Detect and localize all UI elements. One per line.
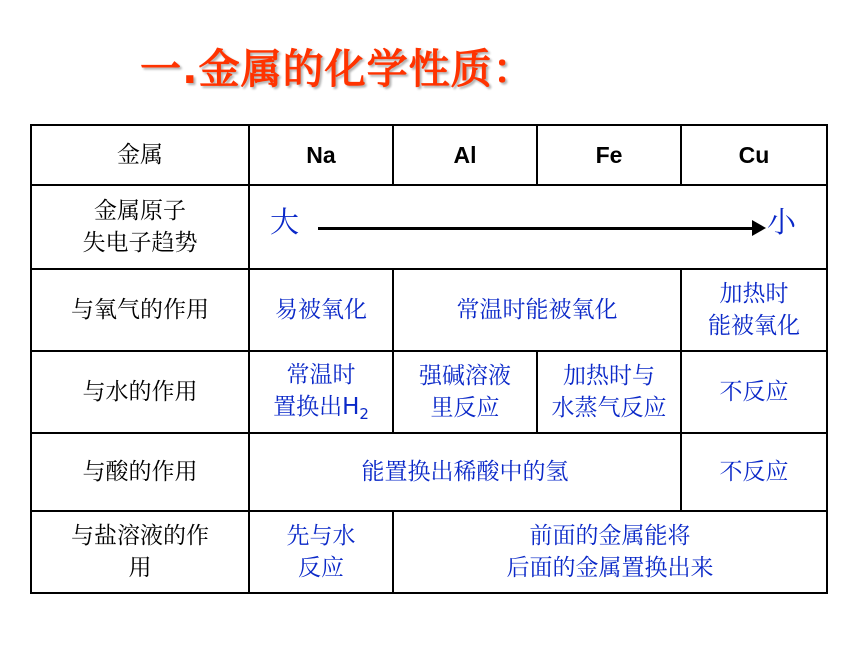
salt-others-line1: 前面的金属能将 [529,523,691,549]
water-al-cell [393,351,537,433]
trend-end-label: 小 [766,205,796,239]
acid-label-cell: 与酸的作用 [31,433,249,511]
trend-arrow [318,227,756,230]
trend-cell [249,185,827,269]
salt-label-line2: 用 [128,555,152,581]
table-row-trend [31,185,827,269]
water-na-line2-text: 置换出H [273,394,360,420]
metal-al-cell: Al [393,125,537,185]
trend-label-line2: 失电子趋势 [82,230,198,256]
metal-fe-cell: Fe [537,125,681,185]
salt-na-line2: 反应 [298,555,344,581]
header-label-cell: 金属 [31,125,249,185]
water-fe-line2: 水蒸气反应 [551,395,667,421]
water-al-line2: 里反应 [430,395,500,421]
metal-cu-cell: Cu [681,125,827,185]
oxygen-cu-line1: 加热时 [719,281,789,307]
trend-start-label: 大 [270,205,300,239]
salt-others-cell [393,511,827,593]
metal-properties-table [30,124,828,594]
metal-na-cell: Na [249,125,393,185]
oxygen-label-cell: 与氧气的作用 [31,269,249,351]
salt-na-cell [249,511,393,593]
table-row-water [31,351,827,433]
water-al-line1: 强碱溶液 [419,363,511,389]
trend-label-cell [31,185,249,269]
salt-na-line1: 先与水 [286,523,356,549]
oxygen-cu-line2: 能被氧化 [708,313,800,339]
trend-label-line1: 金属原子 [94,198,186,224]
oxygen-cu-cell [681,269,827,351]
salt-others-line2: 后面的金属置换出来 [506,555,714,581]
salt-label-line1: 与盐溶液的作 [71,523,209,549]
oxygen-al-fe-cell: 常温时能被氧化 [393,269,681,351]
water-na-line2 [250,391,392,425]
acid-cu-cell: 不反应 [681,433,827,511]
table-row-oxygen [31,269,827,351]
water-na-cell [249,351,393,433]
water-na-subscript: 2 [359,405,369,423]
water-fe-cell [537,351,681,433]
water-fe-line1: 加热时与 [563,363,655,389]
acid-na-al-fe-cell: 能置换出稀酸中的氢 [249,433,681,511]
table-row-metals [31,125,827,185]
salt-label-cell [31,511,249,593]
water-cu-cell: 不反应 [681,351,827,433]
table-row-salt [31,511,827,593]
oxygen-na-cell: 易被氧化 [249,269,393,351]
table-row-acid [31,433,827,511]
water-na-line1: 常温时 [286,362,356,388]
slide-title: 一.金属的化学性质： [140,45,535,93]
arrow-head-icon [752,220,766,236]
water-label-cell: 与水的作用 [31,351,249,433]
trend-arrow-diagram [250,186,826,268]
